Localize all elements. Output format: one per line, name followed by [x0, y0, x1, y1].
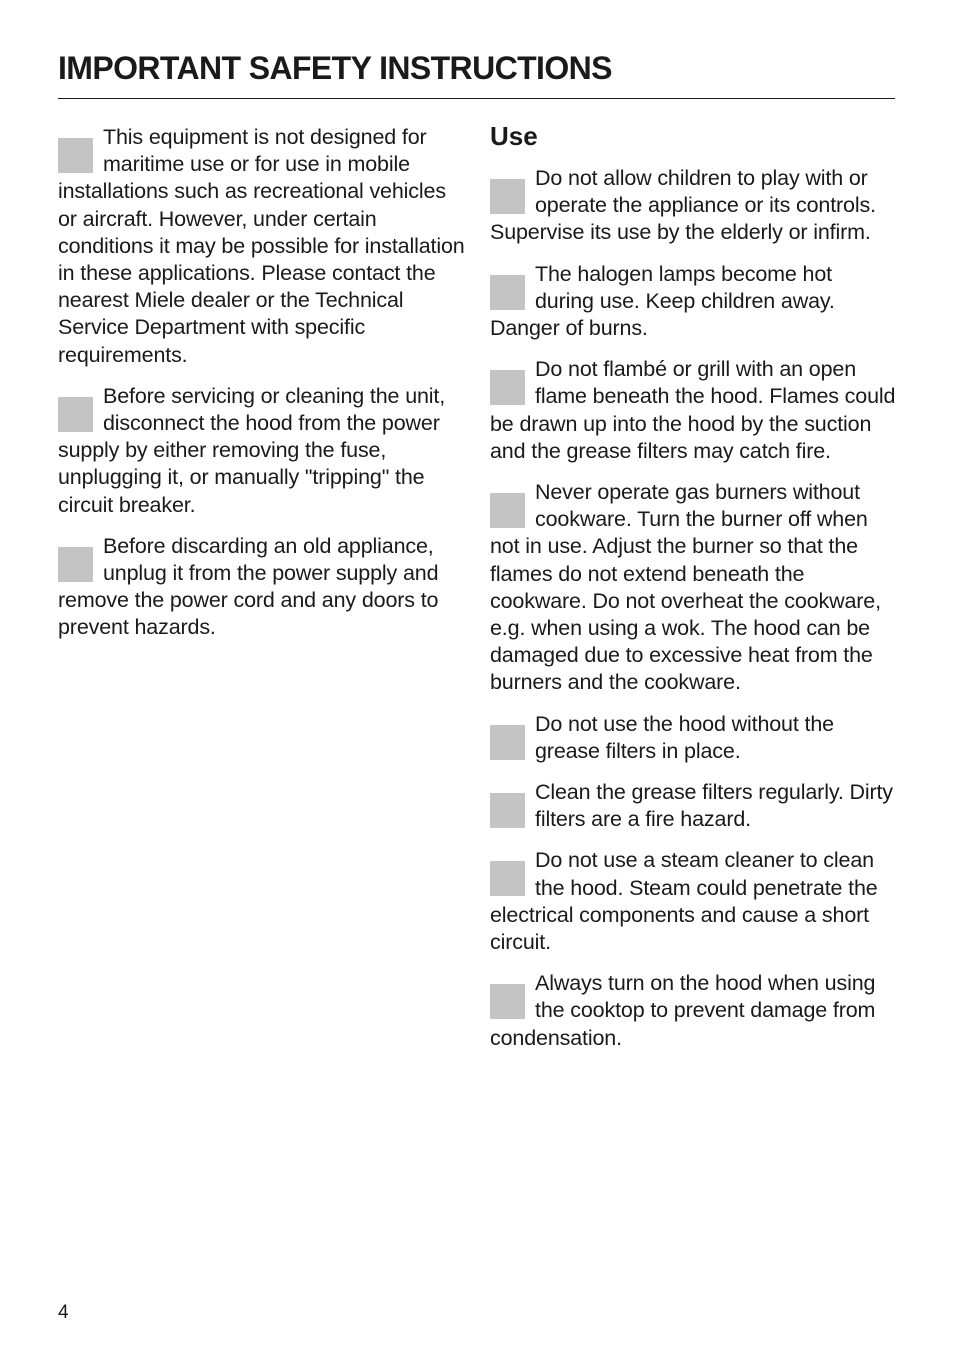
page-header: [58, 48, 895, 99]
bullet-square-icon: [490, 725, 525, 760]
page-title: IMPORTANT SAFETY INSTRUCTIONS: [58, 50, 612, 86]
safety-item-text: Never operate gas burners without cookware. Turn the burner off when not in use. Adjust the burner so that the flames do not extend beneath the cookware. Do not overheat the cookware, e.g. when using a wok. The hood can be damaged due to excessive heat from the burners and the cookware.: [490, 480, 881, 695]
safety-item-text: Do not use the hood without the grease filters in place.: [535, 711, 834, 763]
safety-item: [490, 847, 896, 956]
safety-item-text: This equipment is not designed for maritime use or for use in mobile installations such as recreational vehicles or aircraft. However, under certain conditions it may be possible for installation in these applications. Please contact the nearest Miele dealer or the Technical Service Department with specific requirements.: [58, 125, 465, 367]
bullet-square-icon: [490, 179, 525, 214]
bullet-square-icon: [490, 861, 525, 896]
safety-item: [490, 165, 896, 247]
bullet-square-icon: [490, 493, 525, 528]
bullet-square-icon: [490, 275, 525, 310]
safety-item-text: Clean the grease filters regularly. Dirty filters are a fire hazard.: [535, 780, 893, 832]
safety-item: [490, 261, 896, 343]
safety-item-text: Do not allow children to play with or operate the appliance or its controls. Supervise its use by the elderly or infirm.: [490, 166, 876, 245]
safety-item-text: Before servicing or cleaning the unit, disconnect the hood from the power supply by either removing the fuse, unplugging it, or manually "tripping" the circuit breaker.: [58, 383, 446, 517]
right-column: [490, 121, 896, 1066]
safety-item-text: The halogen lamps become hot during use. Keep children away. Danger of burns.: [490, 261, 835, 341]
bullet-square-icon: [58, 138, 93, 173]
bullet-square-icon: [490, 370, 525, 405]
safety-item: [490, 356, 896, 465]
safety-item-text: Do not flambé or grill with an open flame beneath the hood. Flames could be drawn up into the hood by the suction and the grease filters may catch fire.: [490, 357, 896, 463]
section-heading-use: Use: [490, 121, 538, 151]
safety-item-text: Always turn on the hood when using the cooktop to prevent damage from condensation.: [490, 971, 876, 1050]
safety-item: [490, 479, 896, 697]
bullet-square-icon: [490, 984, 525, 1019]
safety-item: [490, 970, 896, 1052]
safety-item: [490, 779, 896, 833]
safety-item: [58, 383, 468, 519]
bullet-square-icon: [58, 397, 93, 432]
page-number: 4: [58, 1302, 69, 1323]
safety-item: [58, 124, 468, 369]
bullet-square-icon: [490, 793, 525, 828]
safety-item-text: Do not use a steam cleaner to clean the hood. Steam could penetrate the electrical components and cause a short circuit.: [490, 848, 878, 955]
left-column: [58, 124, 468, 656]
safety-item: [490, 711, 896, 765]
safety-item: [58, 533, 468, 642]
safety-item-text: Before discarding an old appliance, unplug it from the power supply and remove the power cord and any doors to prevent hazards.: [58, 533, 439, 640]
bullet-square-icon: [58, 547, 93, 582]
